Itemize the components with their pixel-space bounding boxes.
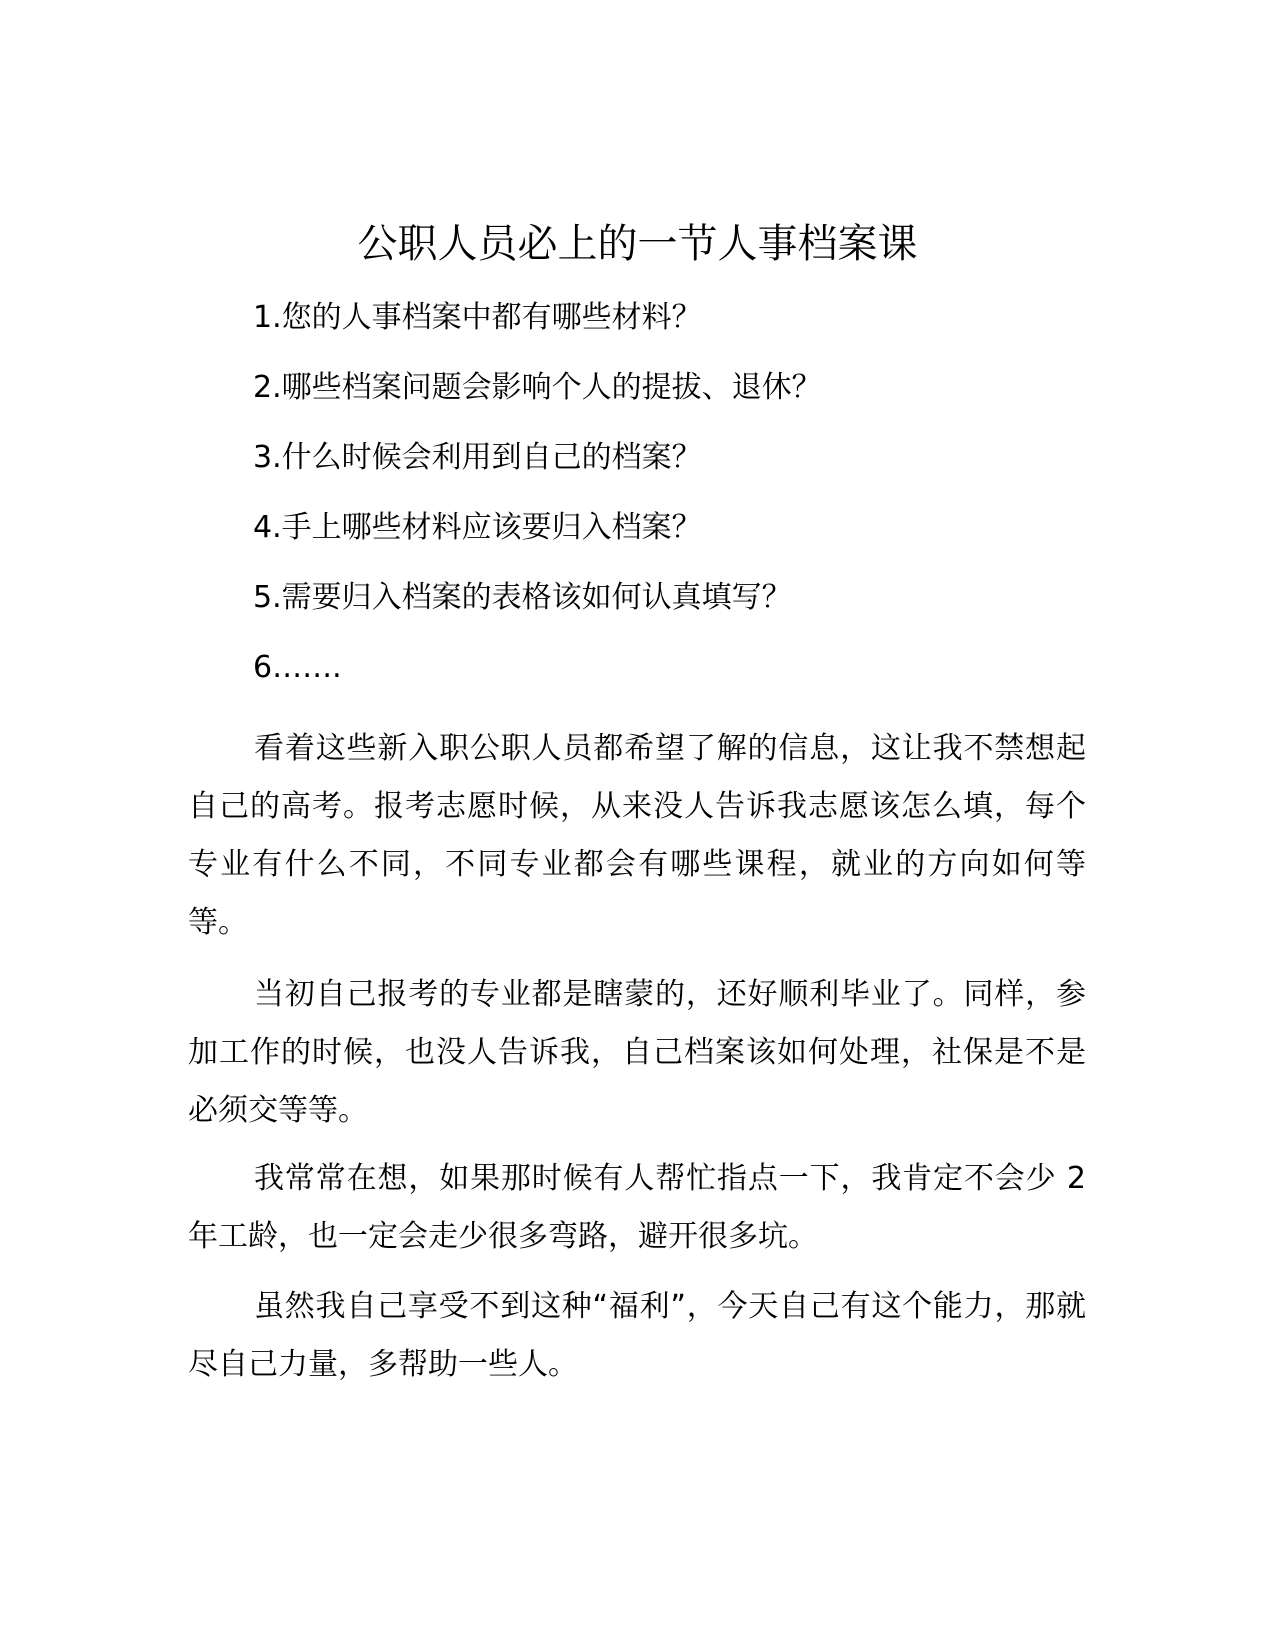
question-item: 1.您的人事档案中都有哪些材料？ (253, 300, 702, 335)
question-list (253, 298, 1093, 718)
question-item: 3.什么时候会利用到自己的档案？ (253, 440, 702, 475)
body-paragraph: 虽然我自己享受不到这种“福利”，今天自己有这个能力，那就尽自己力量，多帮助一些人。 (188, 1289, 1086, 1382)
body-paragraph: 当初自己报考的专业都是瞎蒙的，还好顺利毕业了。同样，参加工作的时候，也没人告诉我，自己档案该如何处理，社保是不是必须交等等。 (188, 977, 1086, 1128)
body-paragraph: 看着这些新入职公职人员都希望了解的信息，这让我不禁想起自己的高考。报考志愿时候，从来没人告诉我志愿该怎么填，每个专业有什么不同，不同专业都会有哪些课程，就业的方向如何等等。 (188, 731, 1086, 940)
question-item: 4.手上哪些材料应该要归入档案？ (253, 510, 702, 545)
question-item: 6……. (253, 650, 342, 685)
question-item: 2.哪些档案问题会影响个人的提拔、退休？ (253, 370, 822, 405)
body-paragraph: 我常常在想，如果那时候有人帮忙指点一下，我肯定不会少 2 年工龄，也一定会走少很多弯路，避开很多坑。 (188, 1161, 1086, 1254)
document-title: 公职人员必上的一节人事档案课 (357, 221, 918, 267)
question-item: 5.需要归入档案的表格该如何认真填写？ (253, 580, 792, 615)
